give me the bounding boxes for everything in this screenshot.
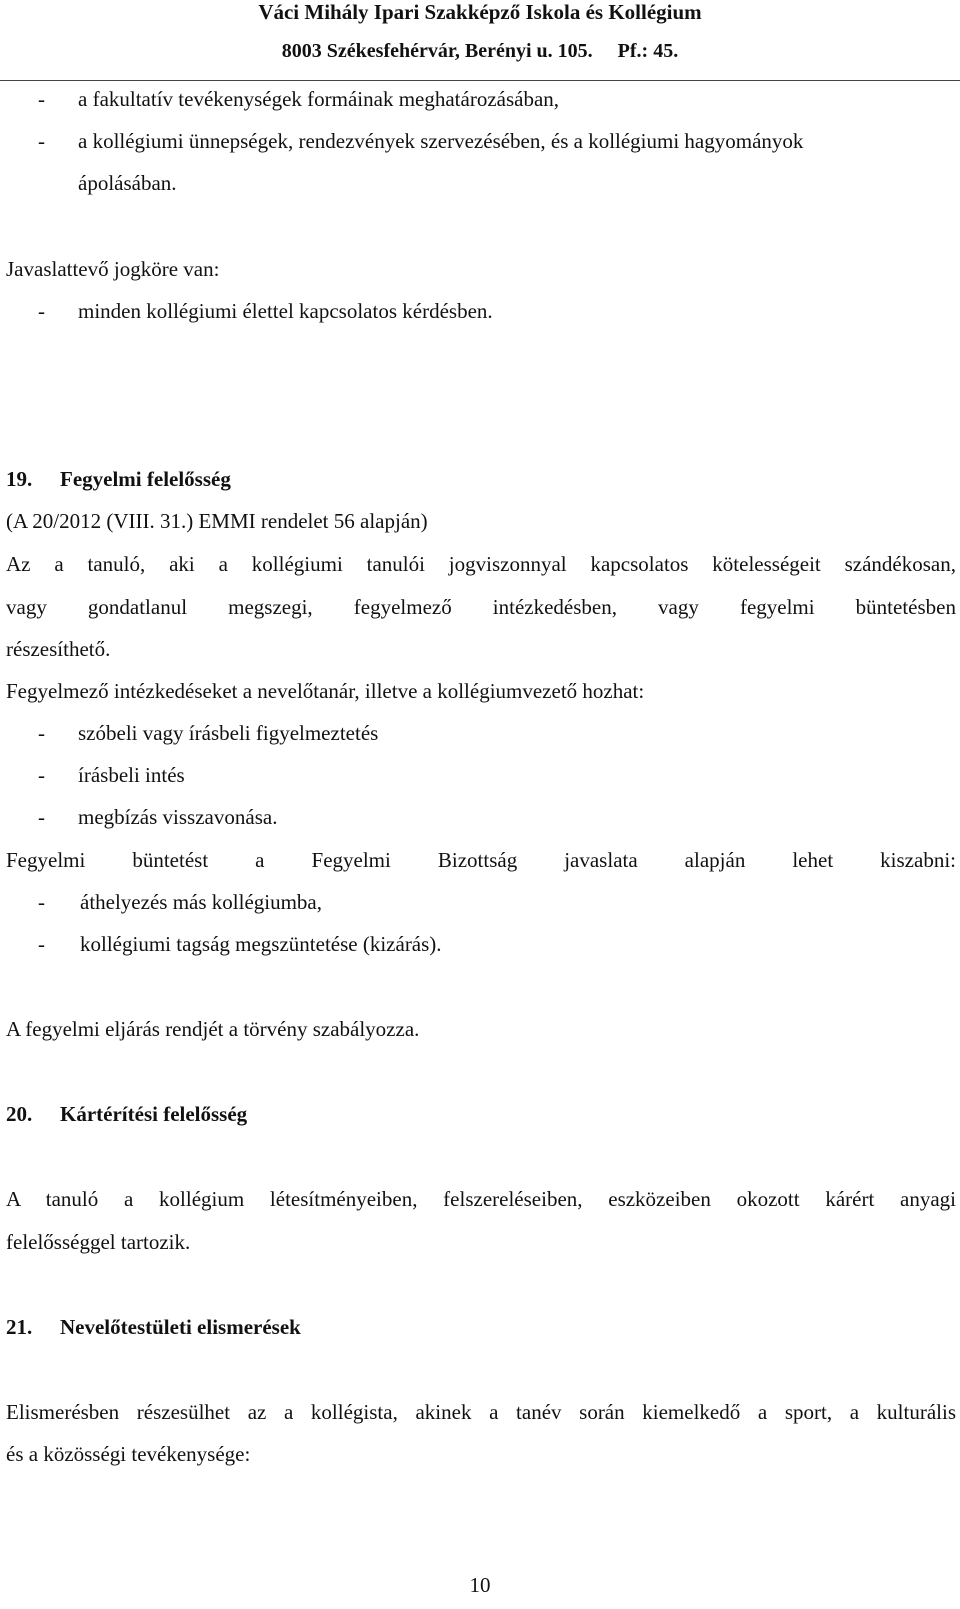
section-number: 21. — [6, 1315, 33, 1339]
paragraph-line: Az a tanuló, aki a kollégiumi tanulói jogviszonnyal kapcsolatos kötelességeit szándékosan, — [6, 552, 956, 576]
dash: - — [38, 299, 45, 323]
list-item — [0, 298, 960, 324]
proposer-heading: Javaslattevő jogköre van: — [6, 257, 220, 281]
list-item-text: kollégiumi tagság megszüntetése (kizárás). — [80, 932, 442, 956]
list-item-text: szóbeli vagy írásbeli figyelmeztetés — [78, 721, 379, 745]
paragraph-line: A fegyelmi eljárás rendjét a törvény szabályozza. — [6, 1017, 420, 1041]
list-item-text: áthelyezés más kollégiumba, — [80, 890, 323, 914]
paragraph-line: vagy gondatlanul megszegi, fegyelmező intézkedésben, vagy fegyelmi büntetésben — [6, 595, 956, 619]
list-item — [0, 804, 960, 830]
dash: - — [38, 805, 45, 829]
list-item — [0, 889, 960, 915]
list-item — [0, 86, 960, 112]
list-item-text: írásbeli intés — [78, 763, 185, 787]
dash: - — [38, 129, 45, 153]
dash: - — [38, 721, 45, 745]
dash: - — [38, 87, 45, 111]
section-reference: (A 20/2012 (VIII. 31.) EMMI rendelet 56 alapján) — [6, 509, 428, 533]
section-title: Kártérítési felelősség — [60, 1102, 248, 1126]
list-item — [0, 128, 960, 154]
paragraph-line: Elismerésben részesülhet az a kollégista, akinek a tanév során kiemelkedő a sport, a kulturális — [6, 1400, 956, 1424]
dash: - — [38, 890, 45, 914]
section-title: Nevelőtestületi elismerések — [60, 1315, 301, 1339]
po-box-text: Pf.: 45. — [617, 40, 679, 62]
paragraph-line: és a közösségi tevékenysége: — [6, 1442, 251, 1466]
paragraph-line: Fegyelmező intézkedéseket a nevelőtanár, illetve a kollégiumvezető hozhat: — [6, 679, 645, 703]
school-address — [0, 38, 960, 64]
paragraph-line: felelősséggel tartozik. — [6, 1230, 191, 1254]
section-number: 19. — [6, 467, 33, 491]
dash: - — [38, 932, 45, 956]
section-number: 20. — [6, 1102, 33, 1126]
list-item-text: a kollégiumi ünnepségek, rendezvények szervezésében, és a kollégiumi hagyományok — [78, 129, 804, 153]
paragraph-line: Fegyelmi büntetést a Fegyelmi Bizottság javaslata alapján lehet kiszabni: — [6, 848, 956, 872]
list-item-text: minden kollégiumi élettel kapcsolatos kérdésben. — [78, 299, 493, 323]
paragraph-line: részesíthető. — [6, 637, 111, 661]
paragraph-line: A tanuló a kollégium létesítményeiben, felszereléseiben, eszközeiben okozott kárért anyagi — [6, 1187, 956, 1211]
list-item-text: megbízás visszavonása. — [78, 805, 278, 829]
list-item-text: a fakultatív tevékenységek formáinak meghatározásában, — [78, 87, 560, 111]
header-divider — [0, 80, 960, 81]
school-name: Váci Mihály Ipari Szakképző Iskola és Kollégium — [258, 0, 702, 24]
section-title: Fegyelmi felelősség — [60, 467, 231, 491]
section-heading-21 — [6, 1314, 301, 1340]
dash: - — [38, 763, 45, 787]
page-number: 10 — [469, 1573, 491, 1597]
list-item-continuation: ápolásában. — [78, 171, 177, 195]
list-item — [0, 720, 960, 746]
list-item — [0, 762, 960, 788]
list-item — [0, 931, 960, 957]
address-text: 8003 Székesfehérvár, Berényi u. 105. — [281, 40, 593, 62]
section-heading-19 — [6, 466, 231, 492]
section-heading-20 — [6, 1101, 247, 1127]
